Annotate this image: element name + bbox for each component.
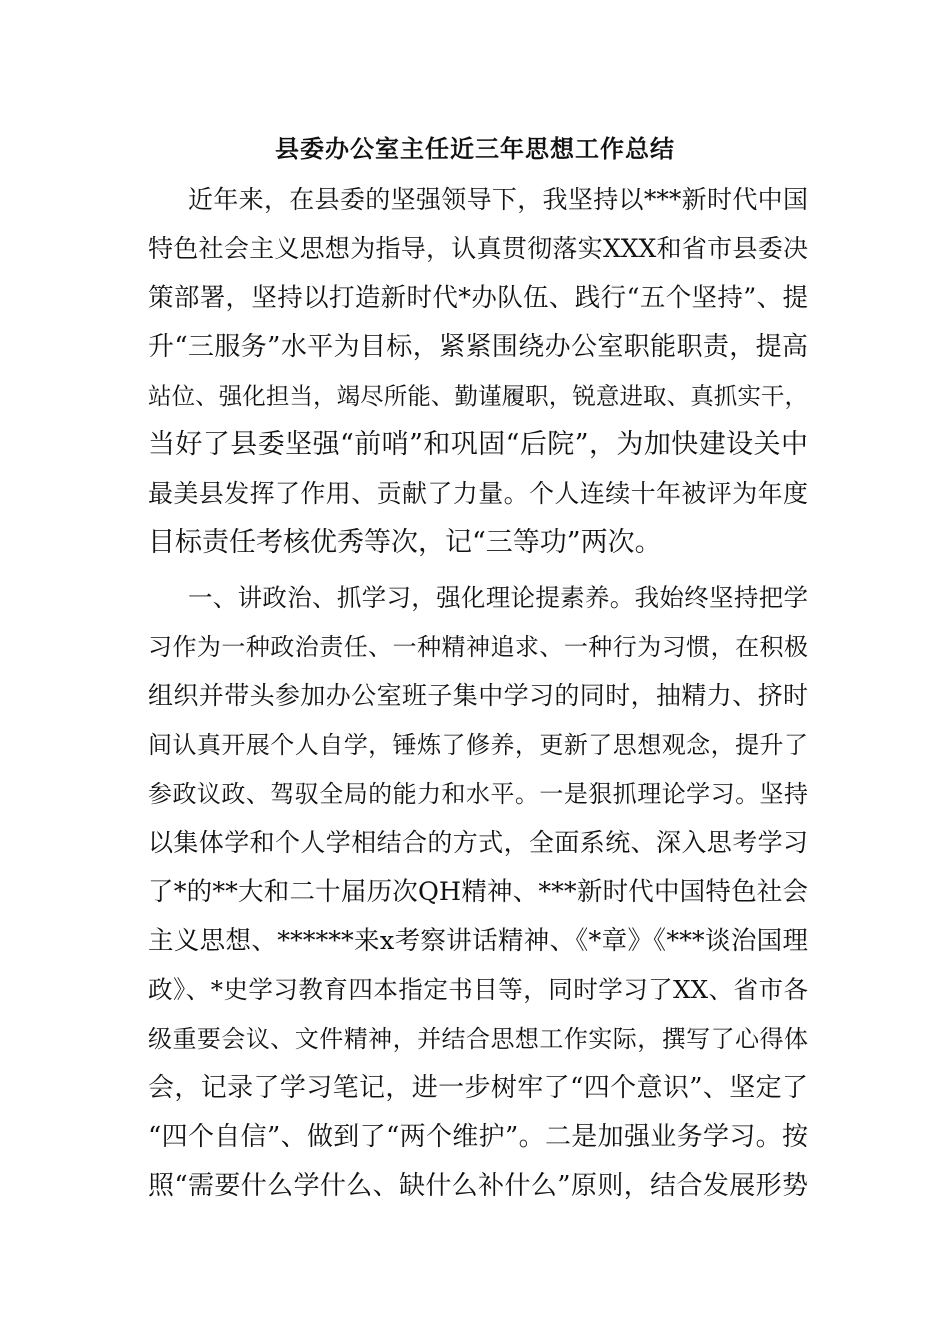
paragraph-line: 间认真开展个人自学，锤炼了修养，更新了思想观念，提升了	[148, 731, 808, 759]
paragraph-line: 会，记录了学习笔记，进一步树牢了“四个意识”、坚定了	[148, 1073, 808, 1103]
paragraph-line: 一、讲政治、抓学习，强化理论提素养。我始终坚持把学	[188, 583, 808, 612]
paragraph-line: 照“需要什么学什么、缺什么补什么”原则，结合发展形势	[148, 1171, 808, 1201]
paragraph-line: 组织并带头参加办公室班子集中学习的同时，抽精力、挤时	[148, 681, 808, 710]
paragraph-line: 目标责任考核优秀等次，记“三等功”两次。	[148, 527, 662, 558]
paragraph-line: 近年来，在县委的坚强领导下，我坚持以***新时代中国	[188, 185, 808, 214]
paragraph-line: 最美县发挥了作用、贡献了力量。个人连续十年被评为年度	[148, 479, 808, 508]
paragraph-line: 站位、强化担当，竭尽所能、勤谨履职，锐意进取、真抓实干，	[148, 382, 808, 410]
paragraph-line: 当好了县委坚强“前哨”和巩固“后院”，为加快建设关中	[148, 429, 808, 460]
paragraph-line: 特色社会主义思想为指导，认真贯彻落实XXX和省市县委决	[148, 234, 808, 263]
paragraph-line: 以集体学和个人学相结合的方式，全面系统、深入思考学习	[148, 828, 808, 857]
paragraph-line: 升“三服务”水平为目标，紧紧围绕办公室职能职责，提高	[148, 332, 808, 362]
document-title: 县委办公室主任近三年思想工作总结	[275, 134, 675, 163]
paragraph-line: 政》、*史学习教育四本指定书目等，同时学习了XX、省市各	[148, 975, 808, 1004]
paragraph-line: 策部署，坚持以打造新时代*办队伍、践行“五个坚持”、提	[148, 283, 808, 313]
paragraph-line: “四个自信”、做到了“两个维护”。二是加强业务学习。按	[148, 1122, 808, 1152]
paragraph-line: 主义思想、******来x考察讲话精神、《*章》《***谈治国理	[148, 926, 808, 956]
paragraph-line: 级重要会议、文件精神，并结合思想工作实际，撰写了心得体	[148, 1025, 808, 1053]
paragraph-line: 了*的**大和二十届历次QH精神、***新时代中国特色社会	[148, 877, 808, 907]
paragraph-line: 习作为一种政治责任、一种精神追求、一种行为习惯，在积极	[148, 633, 808, 661]
paragraph-line: 参政议政、驾驭全局的能力和水平。一是狠抓理论学习。坚持	[148, 780, 808, 808]
